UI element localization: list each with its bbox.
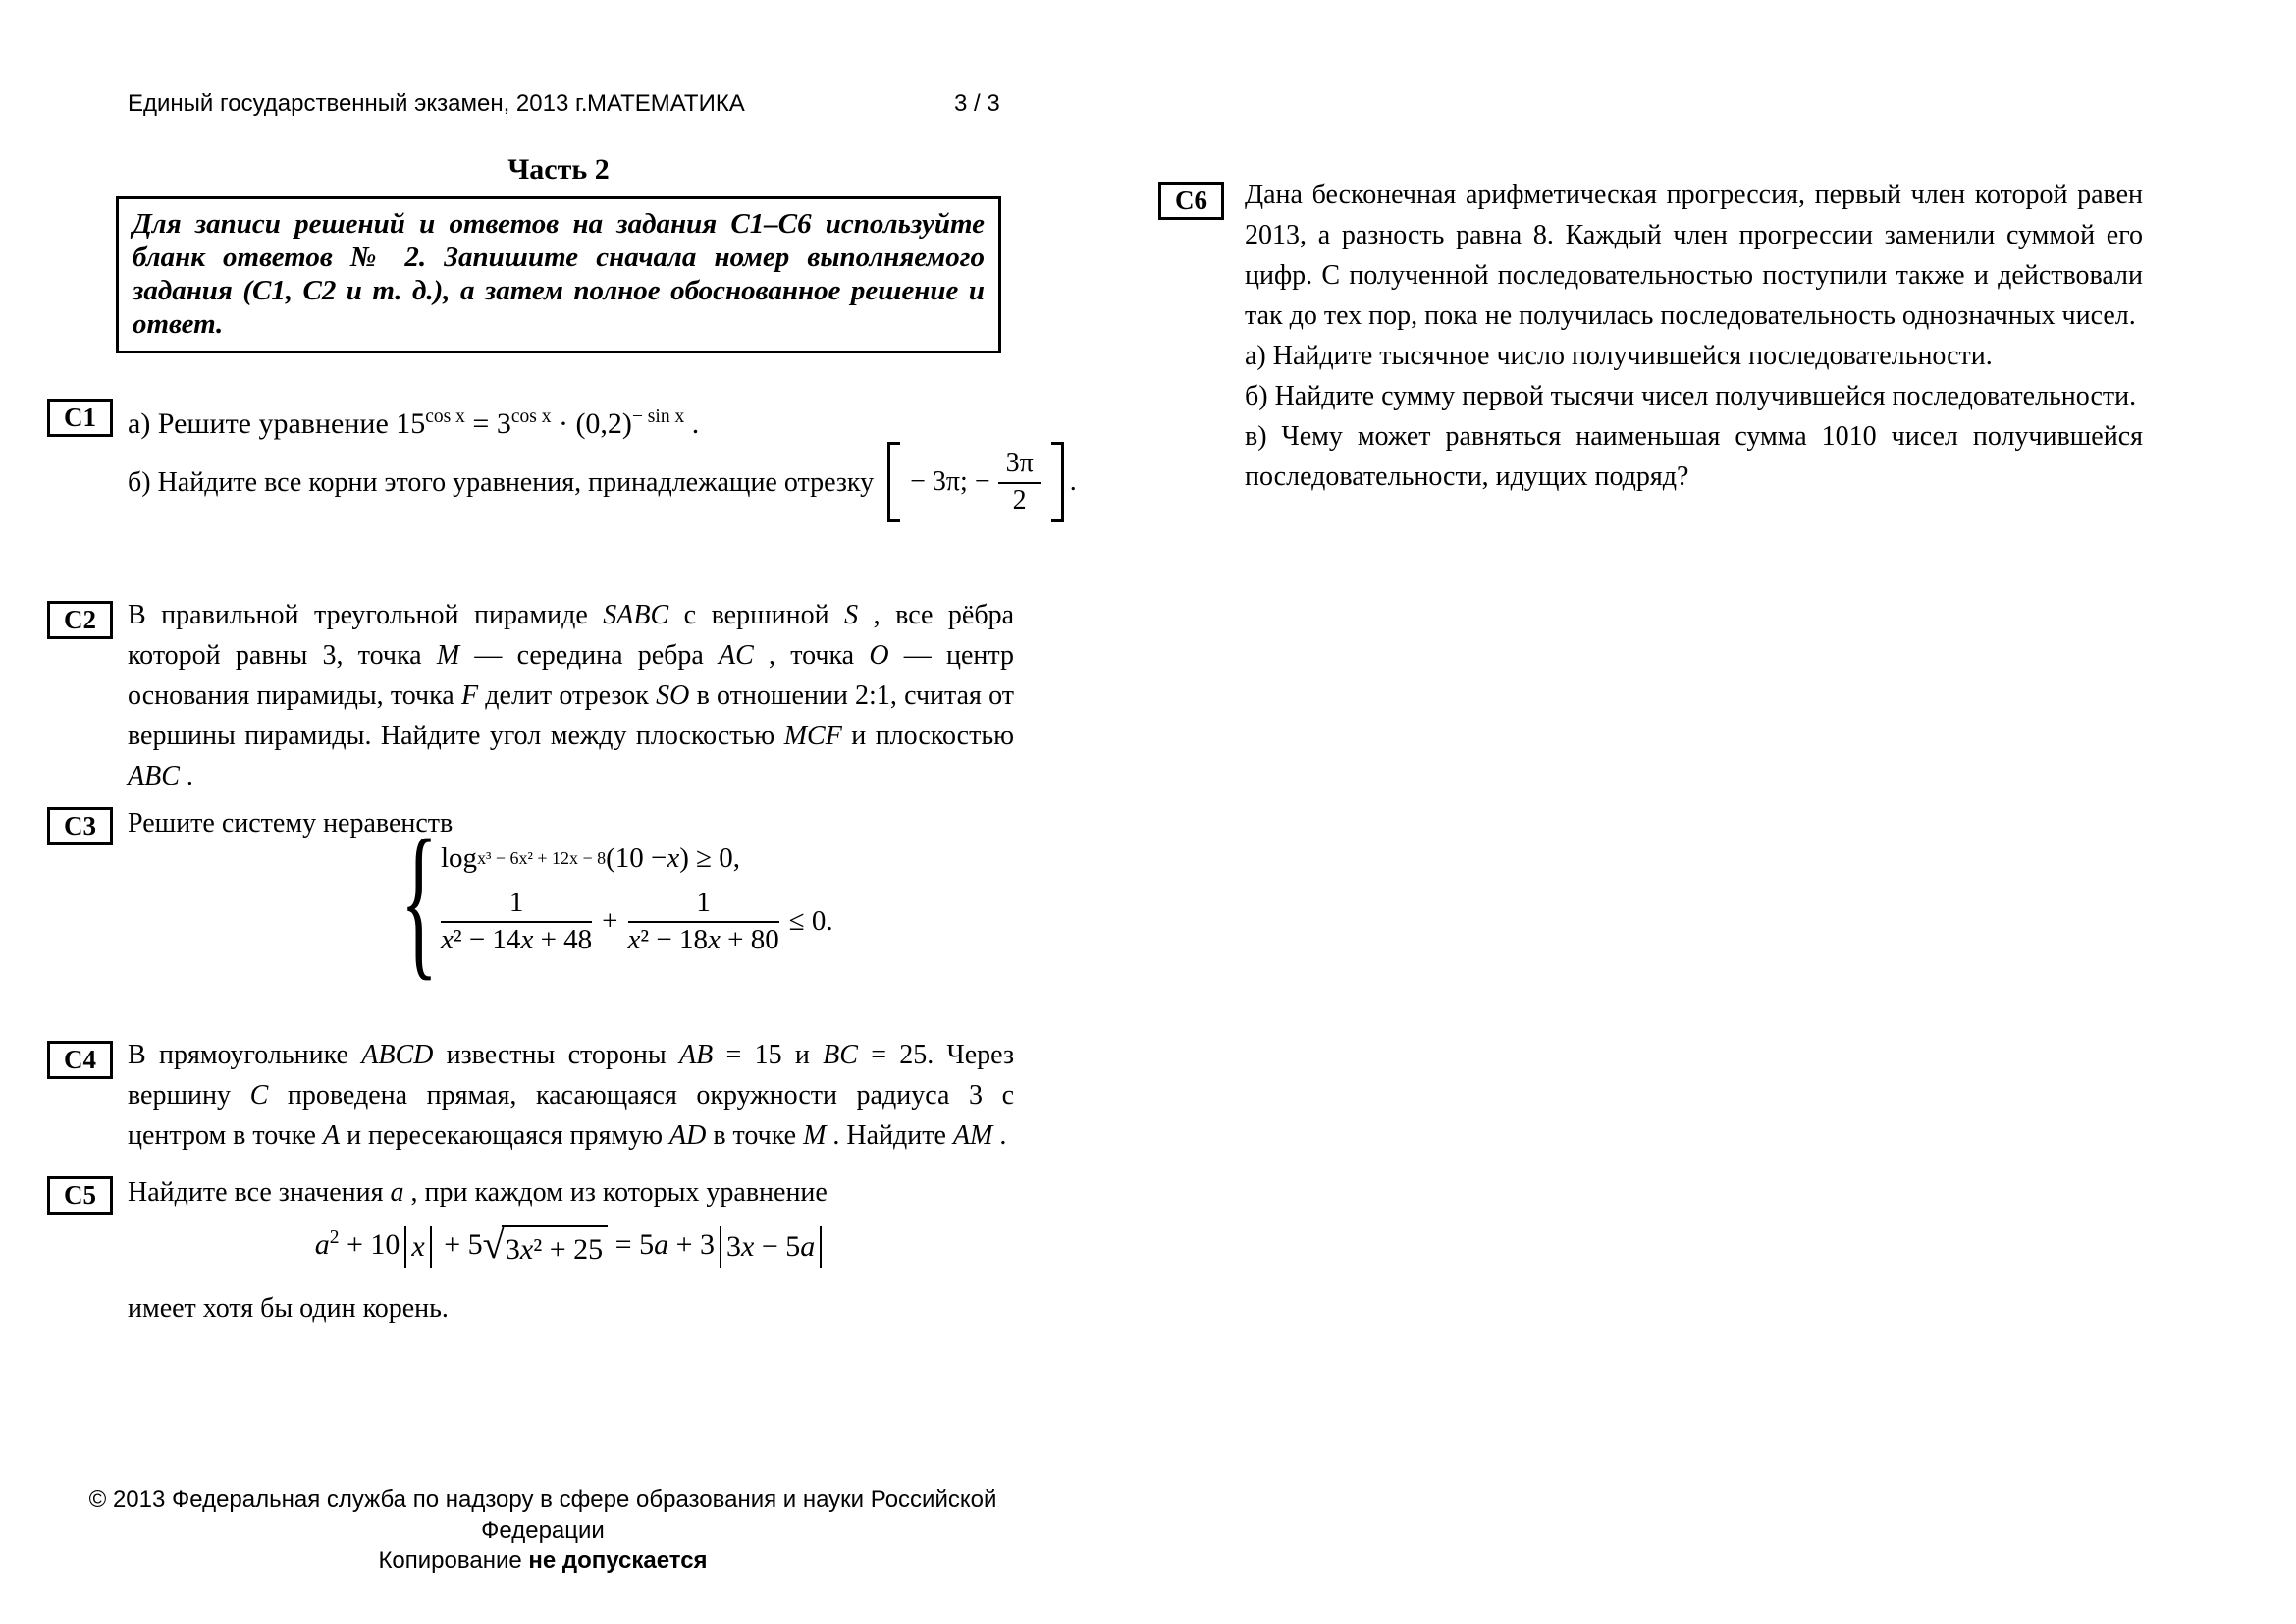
c3-system <box>378 804 843 995</box>
c5-prefix: Найдите все значения a , при каждом из которых уравнение <box>128 1177 828 1208</box>
c5-eq-abs1-content: x <box>411 1230 425 1264</box>
problem-label-c2-text: С2 <box>64 605 96 634</box>
c3-inequality-2 <box>441 887 843 957</box>
problem-label-c1-text: С1 <box>64 403 96 432</box>
footer <box>47 1485 1039 1576</box>
right-square-bracket <box>1051 442 1064 521</box>
fraction-numerator: 1 <box>628 887 779 923</box>
footer-copy-notice-bold: не допускается <box>528 1547 708 1574</box>
radical-sign: √ <box>482 1221 505 1267</box>
system-brace: { <box>400 804 438 995</box>
problem-label-c6-text: С6 <box>1175 186 1207 215</box>
c1-interval-pre: − 3π; − <box>910 466 990 497</box>
c6-text-block <box>1245 175 2143 497</box>
c3-system-rows <box>441 842 843 957</box>
problem-label-c5-text: С5 <box>64 1180 96 1210</box>
header-exam-title: Единый государственный экзамен, 2013 г. <box>128 90 588 117</box>
fraction-numerator: 1 <box>441 887 592 923</box>
c5-eq-abs2-content: 3x − 5a <box>726 1230 816 1264</box>
c4-text: В прямоугольнике ABCD известны стороны AB = 15 и BC = 25. Через вершину C проведена прямая, касающаяся окружности радиуса 3 с центром в точке A и пересекающаяся прямую AD в точке M . Найдите AM . <box>128 1040 1015 1151</box>
c3-relation: ≤ 0. <box>788 905 833 938</box>
fraction-numerator: 3π <box>998 448 1041 483</box>
header-page-number: 3 / 3 <box>954 90 1000 117</box>
problem-label-c6 <box>1158 182 1224 220</box>
left-square-bracket <box>887 442 900 521</box>
c1-part-a <box>128 397 1016 444</box>
part-title: Часть 2 <box>507 153 610 186</box>
c5-eq-rhs: = 5a + 3 <box>608 1228 715 1261</box>
footer-copyright: © 2013 Федеральная служба по надзору в сфере образования и науки Российской Федерации <box>88 1487 997 1543</box>
c3-fraction-1 <box>441 887 592 957</box>
fraction-denominator: x² − 14x + 48 <box>441 924 593 956</box>
absolute-value-x <box>404 1226 431 1268</box>
problem-label-c1 <box>47 399 113 437</box>
plus-sign: + <box>602 905 618 938</box>
problem-label-c4-text: С4 <box>64 1045 96 1074</box>
c1-part-a-prefix: а) Решите уравнение <box>128 407 397 440</box>
c1-part-b-prefix: б) Найдите все корни этого уравнения, принадлежащие отрезку <box>128 466 875 498</box>
c5-eq-plus5: + 5 <box>436 1228 483 1261</box>
footer-copy-notice <box>47 1545 1039 1576</box>
absolute-value-3x-5a <box>720 1226 822 1268</box>
c2-text: В правильной треугольной пирамиде SABC с вершиной S , все рёбра которой равны 3, точка M — середина ребра AC , точка O — центр основания пирамиды, точка F делит отрезок SO в отношении 2:1, считая от вершины пирамиды. Найдите угол между плоскостью MCF и плоскостью ABC . <box>128 600 1015 791</box>
c5-eq-plus10: + 10 <box>339 1228 400 1261</box>
problem-label-c4 <box>47 1041 113 1079</box>
c6-part-b: б) Найдите сумму первой тысячи чисел получившейся последовательности. <box>1245 381 2137 411</box>
c1-interval-fraction <box>998 448 1041 515</box>
c5-square-root <box>482 1221 608 1270</box>
instruction-box: Для записи решений и ответов на задания С1–С6 используйте бланк ответов № 2. Запишите сначала номер выполняемого задания (С1, С2 и т. д.), а затем полное обоснованное решение и ответ. <box>116 196 1001 353</box>
header-subject: МАТЕМАТИКА <box>587 90 745 117</box>
c5-eq-a-exponent: 2 <box>329 1227 340 1248</box>
c1-interval-period: . <box>1069 466 1077 497</box>
problem-label-c2 <box>47 601 113 639</box>
problem-label-c5 <box>47 1176 113 1215</box>
c6-paragraph: Дана бесконечная арифметическая прогрессия, первый член которой равен 2013, а разность равна 8. Каждый член прогрессии заменили суммой его цифр. С полученной последовательностью поступили также и действовали так до тех пор, пока не получилась последовательность однозначных чисел. <box>1245 180 2143 331</box>
c1-interval <box>887 442 1077 521</box>
c5-eq-a: a <box>314 1228 330 1261</box>
radicand: 3x² + 25 <box>502 1225 608 1270</box>
c6-part-a: а) Найдите тысячное число получившейся последовательности. <box>1245 341 1993 371</box>
c3-fraction-2 <box>628 887 779 957</box>
problem-label-c3 <box>47 807 113 845</box>
c5-closing: имеет хотя бы один корень. <box>128 1293 449 1324</box>
fraction-denominator: x² − 18x + 80 <box>627 924 779 956</box>
footer-copy-notice-normal: Копирование <box>378 1547 529 1574</box>
c6-part-c: в) Чему может равняться наименьшая сумма 1010 чисел получившейся последовательности, идущих подряд? <box>1245 421 2143 492</box>
c5-equation <box>128 1218 1014 1270</box>
problem-label-c3-text: С3 <box>64 811 96 840</box>
c3-title: Решите систему неравенств <box>128 808 454 839</box>
c1-part-b <box>128 440 1077 524</box>
c1-interval-content <box>900 442 1051 521</box>
fraction-denominator: 2 <box>1012 484 1027 515</box>
c3-inequality-1: log x³ − 6x² + 12x − 8 (10 − x ) ≥ 0, <box>441 842 741 875</box>
c1-equation: $15^{cos x} = 3^{cos x} \cdot (0,2)^{- sin x}$ . <box>396 406 700 440</box>
